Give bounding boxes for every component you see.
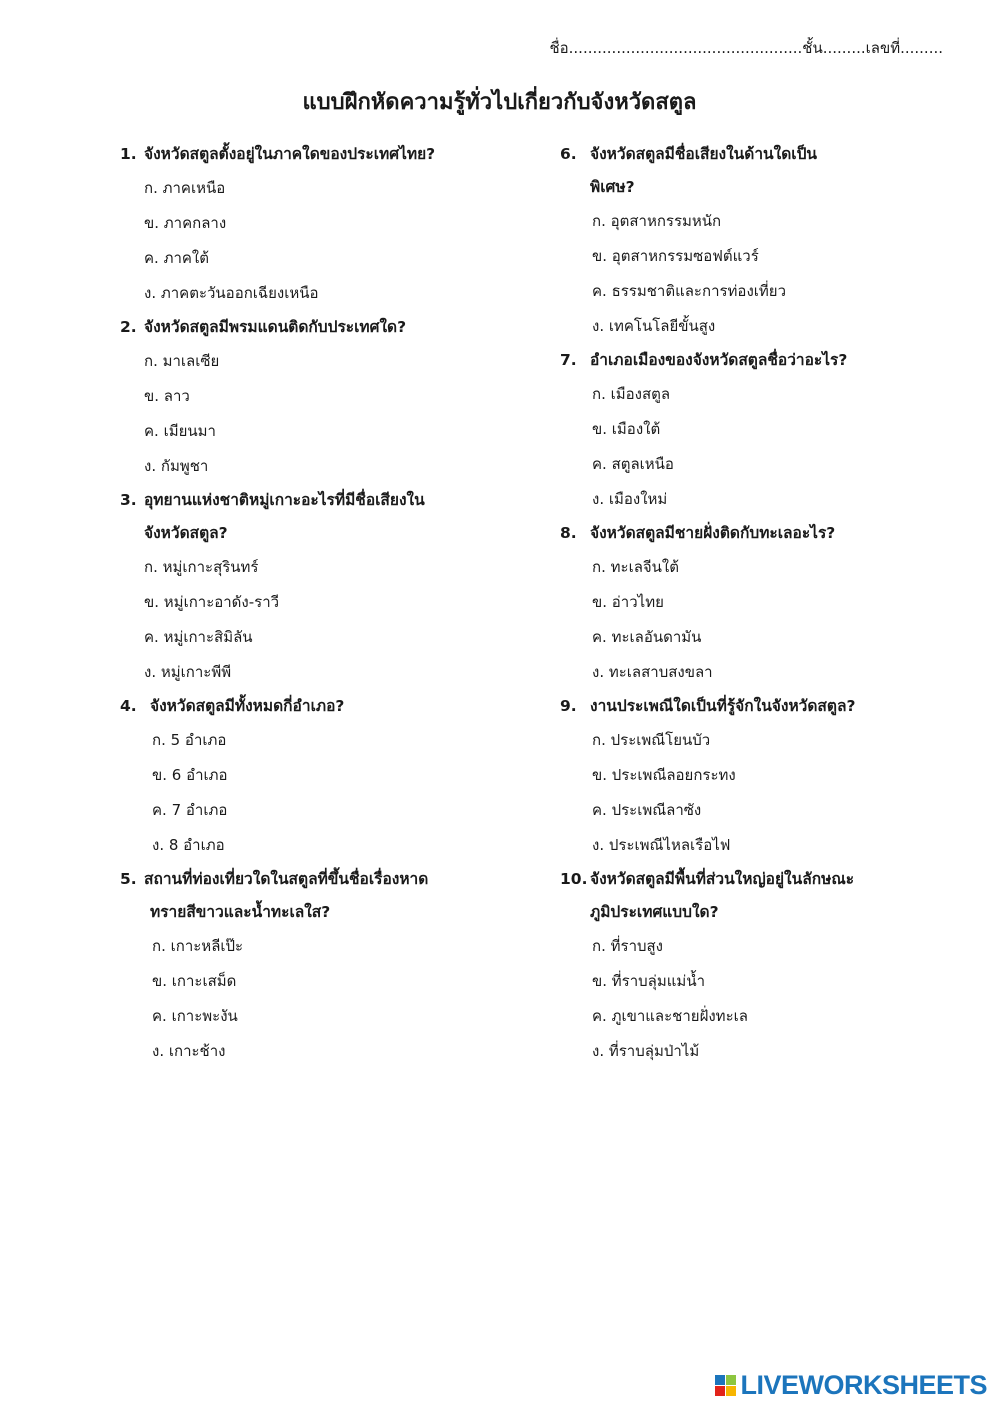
option-a[interactable]: ก. 5 อำเภอ xyxy=(152,731,227,749)
question-number: 6. xyxy=(560,145,577,163)
option-a[interactable]: ก. เกาะหลีเป๊ะ xyxy=(152,937,244,955)
option-d[interactable]: ง. 8 อำเภอ xyxy=(152,836,225,854)
question-number: 2. xyxy=(120,318,137,336)
option-b[interactable]: ข. เกาะเสม็ด xyxy=(152,972,237,990)
option-b[interactable]: ข. หมู่เกาะอาดัง-ราวี xyxy=(144,593,280,611)
question-text: จังหวัดสตูลมีชายฝั่งติดกับทะเลอะไร? xyxy=(590,524,836,542)
option-a[interactable]: ก. ที่ราบสูง xyxy=(592,937,663,955)
option-b[interactable]: ข. อ่าวไทย xyxy=(592,593,664,611)
logo-square-red xyxy=(715,1386,725,1396)
option-b[interactable]: ข. 6 อำเภอ xyxy=(152,766,228,784)
question-text: อำเภอเมืองของจังหวัดสตูลชื่อว่าอะไร? xyxy=(590,351,848,369)
option-c[interactable]: ค. ภาคใต้ xyxy=(144,249,209,267)
liveworksheets-logo-icon xyxy=(715,1375,736,1396)
question-4 xyxy=(120,690,530,863)
question-text: จังหวัดสตูลมีชื่อเสียงในด้านใดเป็น xyxy=(590,145,818,163)
question-5 xyxy=(120,863,530,1069)
question-text-continued: พิเศษ? xyxy=(590,178,635,196)
question-number: 4. xyxy=(120,697,137,715)
question-text: จังหวัดสตูลมีพื้นที่ส่วนใหญ่อยู่ในลักษณะ xyxy=(590,870,855,888)
option-c[interactable]: ค. 7 อำเภอ xyxy=(152,801,228,819)
question-3 xyxy=(120,484,530,690)
option-d[interactable]: ง. ทะเลสาบสงขลา xyxy=(592,663,713,681)
question-number: 1. xyxy=(120,145,137,163)
option-b[interactable]: ข. ลาว xyxy=(144,387,190,405)
question-text-continued: จังหวัดสตูล? xyxy=(144,524,228,542)
option-d[interactable]: ง. ที่ราบลุ่มป่าไม้ xyxy=(592,1042,700,1060)
option-a[interactable]: ก. ประเพณีโยนบัว xyxy=(592,731,711,749)
option-a[interactable]: ก. หมู่เกาะสุรินทร์ xyxy=(144,558,259,576)
option-c[interactable]: ค. เกาะพะงัน xyxy=(152,1007,238,1025)
question-text: สถานที่ท่องเที่ยวใดในสตูลที่ขึ้นชื่อเรื่องหาด xyxy=(144,870,429,888)
question-text: จังหวัดสตูลมีพรมแดนติดกับประเทศใด? xyxy=(144,318,407,336)
question-number: 9. xyxy=(560,697,577,715)
question-text: จังหวัดสตูลตั้งอยู่ในภาคใดของประเทศไทย? xyxy=(144,145,436,163)
option-d[interactable]: ง. กัมพูชา xyxy=(144,457,209,475)
question-text: งานประเพณีใดเป็นที่รู้จักในจังหวัดสตูล? xyxy=(590,697,856,715)
question-text-continued: ภูมิประเทศแบบใด? xyxy=(590,903,719,921)
option-c[interactable]: ค. ธรรมชาติและการท่องเที่ยว xyxy=(592,282,786,300)
option-b[interactable]: ข. ประเพณีลอยกระทง xyxy=(592,766,736,784)
question-9 xyxy=(560,690,920,863)
option-c[interactable]: ค. ประเพณีลาซัง xyxy=(592,801,702,819)
question-text: จังหวัดสตูลมีทั้งหมดกี่อำเภอ? xyxy=(150,697,345,715)
option-c[interactable]: ค. ทะเลอันดามัน xyxy=(592,628,702,646)
question-1 xyxy=(120,138,530,311)
right-column xyxy=(560,138,920,1069)
question-10 xyxy=(560,863,920,1069)
option-d[interactable]: ง. ประเพณีไหลเรือไฟ xyxy=(592,836,731,854)
option-a[interactable]: ก. เมืองสตูล xyxy=(592,385,671,403)
option-c[interactable]: ค. สตูลเหนือ xyxy=(592,455,674,473)
option-b[interactable]: ข. ภาคกลาง xyxy=(144,214,227,232)
option-c[interactable]: ค. หมู่เกาะสิมิลัน xyxy=(144,628,253,646)
question-number: 3. xyxy=(120,491,137,509)
question-number: 5. xyxy=(120,870,137,888)
left-column xyxy=(120,138,530,1069)
logo-square-blue xyxy=(715,1375,725,1385)
question-number: 7. xyxy=(560,351,577,369)
question-text-continued: ทรายสีขาวและน้ำทะเลใส? xyxy=(150,903,331,921)
question-6 xyxy=(560,138,920,344)
option-b[interactable]: ข. เมืองใต้ xyxy=(592,420,661,438)
option-d[interactable]: ง. ภาคตะวันออกเฉียงเหนือ xyxy=(144,284,319,302)
option-b[interactable]: ข. อุตสาหกรรมซอฟต์แวร์ xyxy=(592,247,759,265)
liveworksheets-brand[interactable] xyxy=(715,1370,987,1401)
option-c[interactable]: ค. เมียนมา xyxy=(144,422,216,440)
question-number: 8. xyxy=(560,524,577,542)
option-a[interactable]: ก. ทะเลจีนใต้ xyxy=(592,558,679,576)
question-7 xyxy=(560,344,920,517)
option-a[interactable]: ก. มาเลเซีย xyxy=(144,352,220,370)
question-text: อุทยานแห่งชาติหมู่เกาะอะไรที่มีชื่อเสียงใน xyxy=(144,491,425,509)
student-info-line: ชื่อ.................................................ชั้น.........เลขที่......... xyxy=(549,39,943,57)
question-8 xyxy=(560,517,920,690)
option-d[interactable]: ง. หมู่เกาะพีพี xyxy=(144,663,232,681)
logo-square-yellow xyxy=(726,1386,736,1396)
question-number: 10. xyxy=(560,870,588,888)
option-d[interactable]: ง. เทคโนโลยีขั้นสูง xyxy=(592,317,716,335)
brand-name: LIVEWORKSHEETS xyxy=(740,1370,987,1400)
logo-square-green xyxy=(726,1375,736,1385)
option-d[interactable]: ง. เมืองใหม่ xyxy=(592,490,668,508)
option-d[interactable]: ง. เกาะช้าง xyxy=(152,1042,226,1060)
option-a[interactable]: ก. ภาคเหนือ xyxy=(144,179,226,197)
question-2 xyxy=(120,311,530,484)
worksheet-title: แบบฝึกหัดความรู้ทั่วไปเกี่ยวกับจังหวัดสตูล xyxy=(302,90,697,115)
option-a[interactable]: ก. อุตสาหกรรมหนัก xyxy=(592,212,722,230)
option-b[interactable]: ข. ที่ราบลุ่มแม่น้ำ xyxy=(592,972,705,990)
option-c[interactable]: ค. ภูเขาและชายฝั่งทะเล xyxy=(592,1007,748,1025)
